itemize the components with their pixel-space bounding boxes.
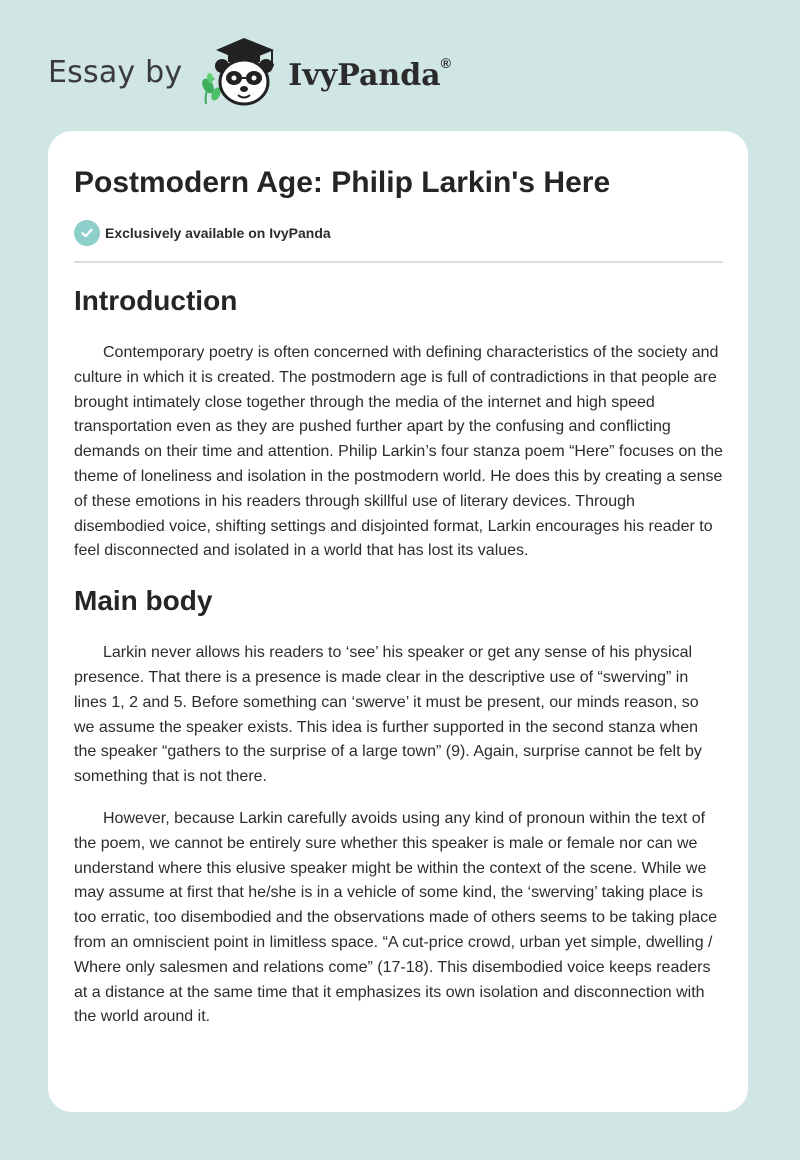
paragraph: Larkin never allows his readers to ‘see’ his speaker or get any sense of his physical presence. That there is a presence is made clear in the descriptive use of “swerving” in lines 1, 2 and 5. Before something can ‘swerve’ it must be present, our minds reason, so we assume the speaker exists. This idea is further supported in the second stanza when the speaker “gathers to the surprise of a large town” (9). Again, surprise cannot be felt by something that is not there. bbox=[74, 644, 702, 786]
brand-label: IvyPanda bbox=[288, 57, 441, 93]
essay-by-text: Essay by bbox=[48, 54, 183, 90]
paragraph: However, because Larkin carefully avoids using any kind of pronoun within the text of the poem, we cannot be entirely sure whether this speaker is male or female nor can we understand where this elusive speaker might be within the context of the scene. While we may assume at first that he/she is in a vehicle of some kind, the ‘swerving’ taking place is too erratic, too disembodied and the observations made of others seems to be taking place from an omniscient point in limitless space. “A cut-price crowd, urban yet simple, dwelling / Where only salesmen and relations come” (17-18). This disembodied voice keeps readers at a distance at the same time that it emphasizes its own isolation and disconnection with the world around it. bbox=[74, 809, 718, 1026]
check-icon bbox=[74, 220, 100, 246]
section-heading-introduction: Introduction bbox=[74, 285, 238, 316]
site-header bbox=[48, 32, 451, 112]
section-heading-main-body: Main body bbox=[74, 585, 213, 617]
exclusive-badge bbox=[74, 220, 723, 246]
essay-title: Postmodern Age: Philip Larkin's Here bbox=[74, 166, 611, 199]
paragraph: Contemporary poetry is often concerned with defining characteristics of the society and culture in which it is created. The postmodern age is full of contradictions in that people are brought intimately close together through the media of the internet and high speed transportation even as they are pushed further apart by the confusing and conflicting demands on their time and attention. Philip Larkin’s four stanza poem “Here” focuses on the theme of loneliness and isolation in the postmodern world. He does this by creating a sense of these emotions in his readers through skillful use of literary devices. Through disembodied voice, shifting settings and disjointed format, Larkin encourages his reader to feel disconnected and isolated in a world that has lost its values. bbox=[74, 344, 723, 560]
registered-mark: ® bbox=[440, 54, 451, 71]
divider bbox=[74, 261, 723, 263]
brand-name[interactable] bbox=[288, 54, 451, 93]
essay-card bbox=[48, 131, 748, 1112]
essay-content bbox=[74, 163, 723, 1030]
panda-logo-icon bbox=[196, 34, 282, 110]
exclusive-label: Exclusively available on IvyPanda bbox=[105, 225, 331, 241]
